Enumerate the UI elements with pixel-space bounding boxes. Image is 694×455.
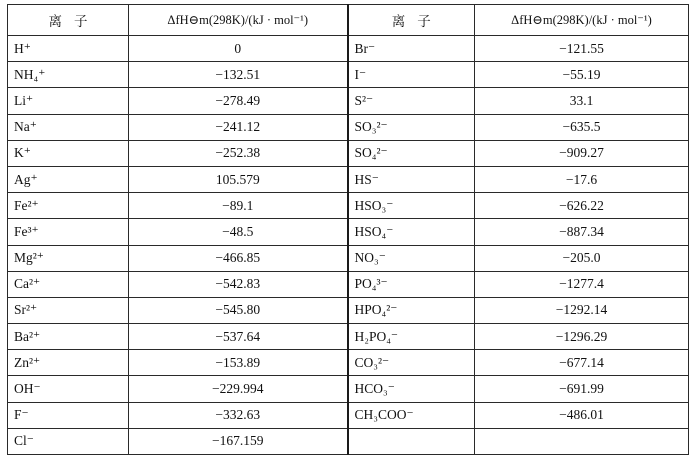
ion-left-cell: Ca²⁺ (8, 271, 129, 297)
table-row (8, 376, 689, 402)
table-row (8, 350, 689, 376)
enthalpy-left-cell: −332.63 (129, 402, 348, 428)
enthalpy-right-cell: −677.14 (475, 350, 689, 376)
ion-left-cell: Zn²⁺ (8, 350, 129, 376)
ion-right-cell: HCO₃⁻ (348, 376, 475, 402)
enthalpy-right-cell: −17.6 (475, 166, 689, 192)
enthalpy-right-cell: −887.34 (475, 219, 689, 245)
ion-enthalpy-table (7, 4, 689, 455)
ion-left-cell: Ba²⁺ (8, 324, 129, 350)
enthalpy-left-cell: −153.89 (129, 350, 348, 376)
enthalpy-left-cell: −132.51 (129, 62, 348, 88)
table-row (8, 297, 689, 323)
enthalpy-left-cell: −89.1 (129, 193, 348, 219)
ion-left-cell: H⁺ (8, 36, 129, 62)
ion-right-cell: HSO₄⁻ (348, 219, 475, 245)
enthalpy-right-cell: −635.5 (475, 114, 689, 140)
ion-right-cell: HSO₃⁻ (348, 193, 475, 219)
enthalpy-right-cell: −691.99 (475, 376, 689, 402)
ion-left-cell: OH⁻ (8, 376, 129, 402)
enthalpy-right-cell: −626.22 (475, 193, 689, 219)
ion-right-cell: NO₃⁻ (348, 245, 475, 271)
table-body (8, 36, 689, 455)
ion-left-cell: Fe³⁺ (8, 219, 129, 245)
enthalpy-left-cell: 105.579 (129, 166, 348, 192)
ion-left-cell: NH₄⁺ (8, 62, 129, 88)
ion-right-cell: CO₃²⁻ (348, 350, 475, 376)
enthalpy-right-cell: −486.01 (475, 402, 689, 428)
enthalpy-table-container (7, 4, 688, 455)
ion-left-cell: Cl⁻ (8, 428, 129, 454)
enthalpy-left-cell: −252.38 (129, 140, 348, 166)
ion-right-cell: SO₃²⁻ (348, 114, 475, 140)
ion-left-cell: Li⁺ (8, 88, 129, 114)
enthalpy-right-cell: −1292.14 (475, 297, 689, 323)
enthalpy-left-cell: −167.159 (129, 428, 348, 454)
enthalpy-left-cell: −537.64 (129, 324, 348, 350)
table-row (8, 166, 689, 192)
table-header-row (8, 5, 689, 36)
enthalpy-left-cell: −229.994 (129, 376, 348, 402)
ion-right-cell: HPO₄²⁻ (348, 297, 475, 323)
ion-left-cell: Ag⁺ (8, 166, 129, 192)
table-row (8, 245, 689, 271)
enthalpy-left-cell: −466.85 (129, 245, 348, 271)
enthalpy-left-cell: −278.49 (129, 88, 348, 114)
table-row (8, 324, 689, 350)
ion-right-cell: H₂PO₄⁻ (348, 324, 475, 350)
enthalpy-left-cell: 0 (129, 36, 348, 62)
table-row (8, 193, 689, 219)
table-row (8, 62, 689, 88)
enthalpy-right-cell: −55.19 (475, 62, 689, 88)
enthalpy-left-cell: −545.80 (129, 297, 348, 323)
ion-left-cell: Mg²⁺ (8, 245, 129, 271)
table-row (8, 114, 689, 140)
enthalpy-left-cell: −48.5 (129, 219, 348, 245)
table-row (8, 140, 689, 166)
ion-right-cell: I⁻ (348, 62, 475, 88)
table-row (8, 402, 689, 428)
ion-right-cell: SO₄²⁻ (348, 140, 475, 166)
table-row (8, 219, 689, 245)
ion-left-cell: Fe²⁺ (8, 193, 129, 219)
table-row (8, 88, 689, 114)
ion-left-cell: F⁻ (8, 402, 129, 428)
enthalpy-right-cell: −205.0 (475, 245, 689, 271)
ion-left-cell: K⁺ (8, 140, 129, 166)
ion-left-cell: Sr²⁺ (8, 297, 129, 323)
enthalpy-right-cell: −1277.4 (475, 271, 689, 297)
enthalpy-header-right: ΔfH⊖m(298K)/(kJ · mol⁻¹) (475, 5, 689, 36)
ion-right-cell: S²⁻ (348, 88, 475, 114)
ion-right-cell: CH₃COO⁻ (348, 402, 475, 428)
ion-left-cell: Na⁺ (8, 114, 129, 140)
enthalpy-right-cell: −121.55 (475, 36, 689, 62)
ion-right-cell: Br⁻ (348, 36, 475, 62)
ion-header-right: 离子 (348, 5, 475, 36)
table-row (8, 271, 689, 297)
ion-right-cell: PO₄³⁻ (348, 271, 475, 297)
enthalpy-right-cell: −909.27 (475, 140, 689, 166)
enthalpy-right-cell: 33.1 (475, 88, 689, 114)
ion-header-left: 离子 (8, 5, 129, 36)
enthalpy-header-left: ΔfH⊖m(298K)/(kJ · mol⁻¹) (129, 5, 348, 36)
enthalpy-right-cell: −1296.29 (475, 324, 689, 350)
ion-right-cell: HS⁻ (348, 166, 475, 192)
enthalpy-left-cell: −241.12 (129, 114, 348, 140)
table-row (8, 36, 689, 62)
enthalpy-left-cell: −542.83 (129, 271, 348, 297)
